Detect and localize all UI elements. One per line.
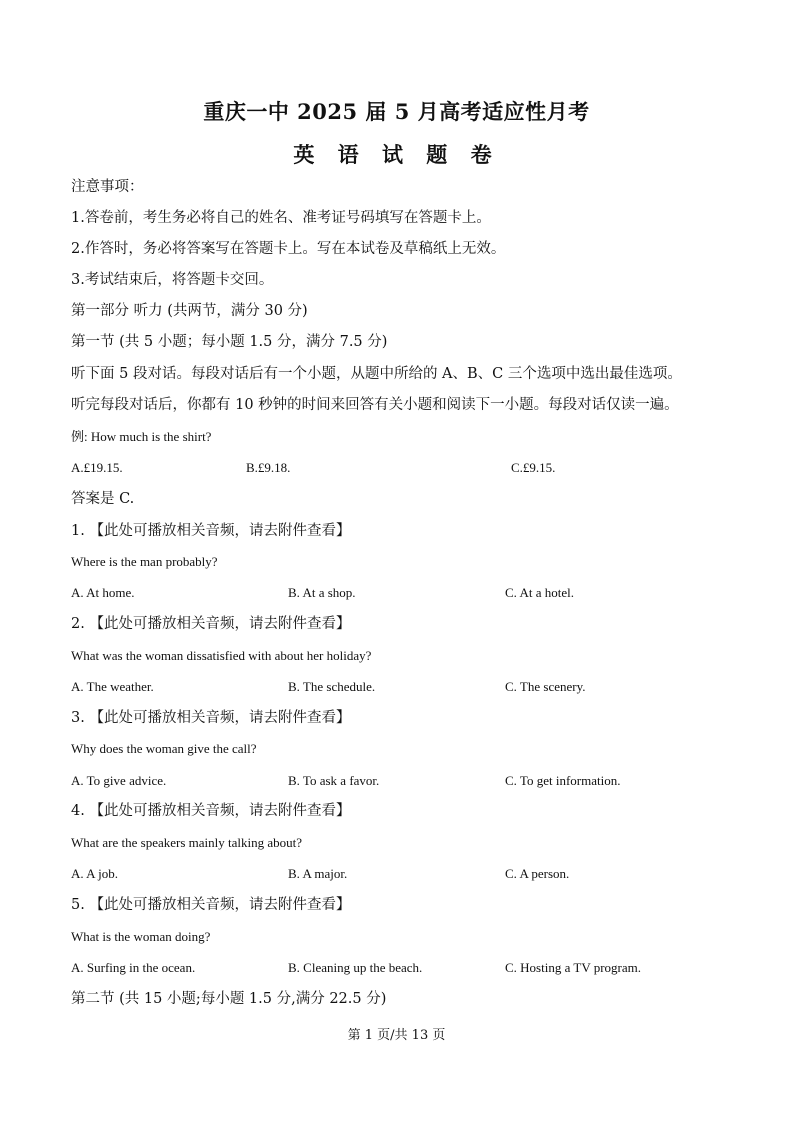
- question-3-option-b: B. To ask a favor.: [288, 773, 380, 788]
- question-5-option-c: C. Hosting a TV program.: [505, 960, 642, 975]
- question-2-option-c: C. The scenery.: [505, 679, 586, 694]
- question-4-option-a: A. A job.: [71, 866, 118, 881]
- question-4-option-c: C. A person.: [505, 866, 570, 881]
- question-4-text: What are the speakers mainly talking about?: [71, 835, 303, 850]
- question-3-option-a: A. To give advice.: [71, 773, 167, 788]
- question-2-audio-label[interactable]: 2. 【此处可播放相关音频，请去附件查看】: [71, 616, 351, 632]
- part1-heading: 第一部分 听力 (共两节，满分 30 分): [71, 303, 308, 319]
- section1-heading: 第一节 (共 5 小题；每小题 1.5 分，满分 7.5 分): [71, 334, 388, 350]
- question-3-audio-label[interactable]: 3. 【此处可播放相关音频，请去附件查看】: [71, 710, 351, 726]
- example-question: 例: How much is the shirt?: [71, 429, 212, 444]
- question-3-option-c: C. To get information.: [505, 773, 621, 788]
- example-answer: 答案是 C.: [71, 491, 135, 507]
- question-5-option-a: A. Surfing in the ocean.: [71, 960, 196, 975]
- page-footer: 第 1 页/共 13 页: [347, 1028, 446, 1043]
- question-5-option-b: B. Cleaning up the beach.: [288, 960, 423, 975]
- notice-item-3: 3.考试结束后，将答题卡交回。: [71, 272, 274, 288]
- question-1-audio-label[interactable]: 1. 【此处可播放相关音频，请去附件查看】: [71, 523, 351, 539]
- question-2-option-a: A. The weather.: [71, 679, 154, 694]
- section1-instruction-1: 听下面 5 段对话。每段对话后有一个小题，从题中所给的 A、B、C 三个选项中选出最佳选项。: [71, 366, 682, 382]
- question-3-text: Why does the woman give the call?: [71, 741, 257, 756]
- exam-title: 重庆一中 2025 届 5 月高考适应性月考: [203, 99, 590, 124]
- question-5-audio-label[interactable]: 5. 【此处可播放相关音频，请去附件查看】: [71, 897, 351, 913]
- example-option-c: C.£9.15.: [511, 460, 556, 475]
- question-1-option-c: C. At a hotel.: [505, 585, 574, 600]
- question-1-option-a: A. At home.: [71, 585, 135, 600]
- notice-item-1: 1.答卷前，考生务必将自己的姓名、准考证号码填写在答题卡上。: [71, 210, 491, 226]
- question-1-text: Where is the man probably?: [71, 554, 218, 569]
- notice-item-2: 2.作答时，务必将答案写在答题卡上。写在本试卷及草稿纸上无效。: [71, 241, 506, 257]
- exam-subtitle: 英 语 试 题 卷: [293, 142, 500, 167]
- question-2-option-b: B. The schedule.: [288, 679, 376, 694]
- question-2-text: What was the woman dissatisfied with about her holiday?: [71, 648, 372, 663]
- notice-heading: 注意事项：: [71, 179, 144, 195]
- example-option-b: B.£9.18.: [246, 460, 291, 475]
- question-4-audio-label[interactable]: 4. 【此处可播放相关音频，请去附件查看】: [71, 803, 351, 819]
- section2-heading: 第二节 (共 15 小题;每小题 1.5 分,满分 22.5 分): [71, 991, 387, 1007]
- section1-instruction-2: 听完每段对话后，你都有 10 秒钟的时间来回答有关小题和阅读下一小题。每段对话仅读一遍。: [71, 397, 679, 413]
- question-1-option-b: B. At a shop.: [288, 585, 356, 600]
- example-option-a: A.£19.15.: [71, 460, 123, 475]
- question-5-text: What is the woman doing?: [71, 929, 211, 944]
- question-4-option-b: B. A major.: [288, 866, 348, 881]
